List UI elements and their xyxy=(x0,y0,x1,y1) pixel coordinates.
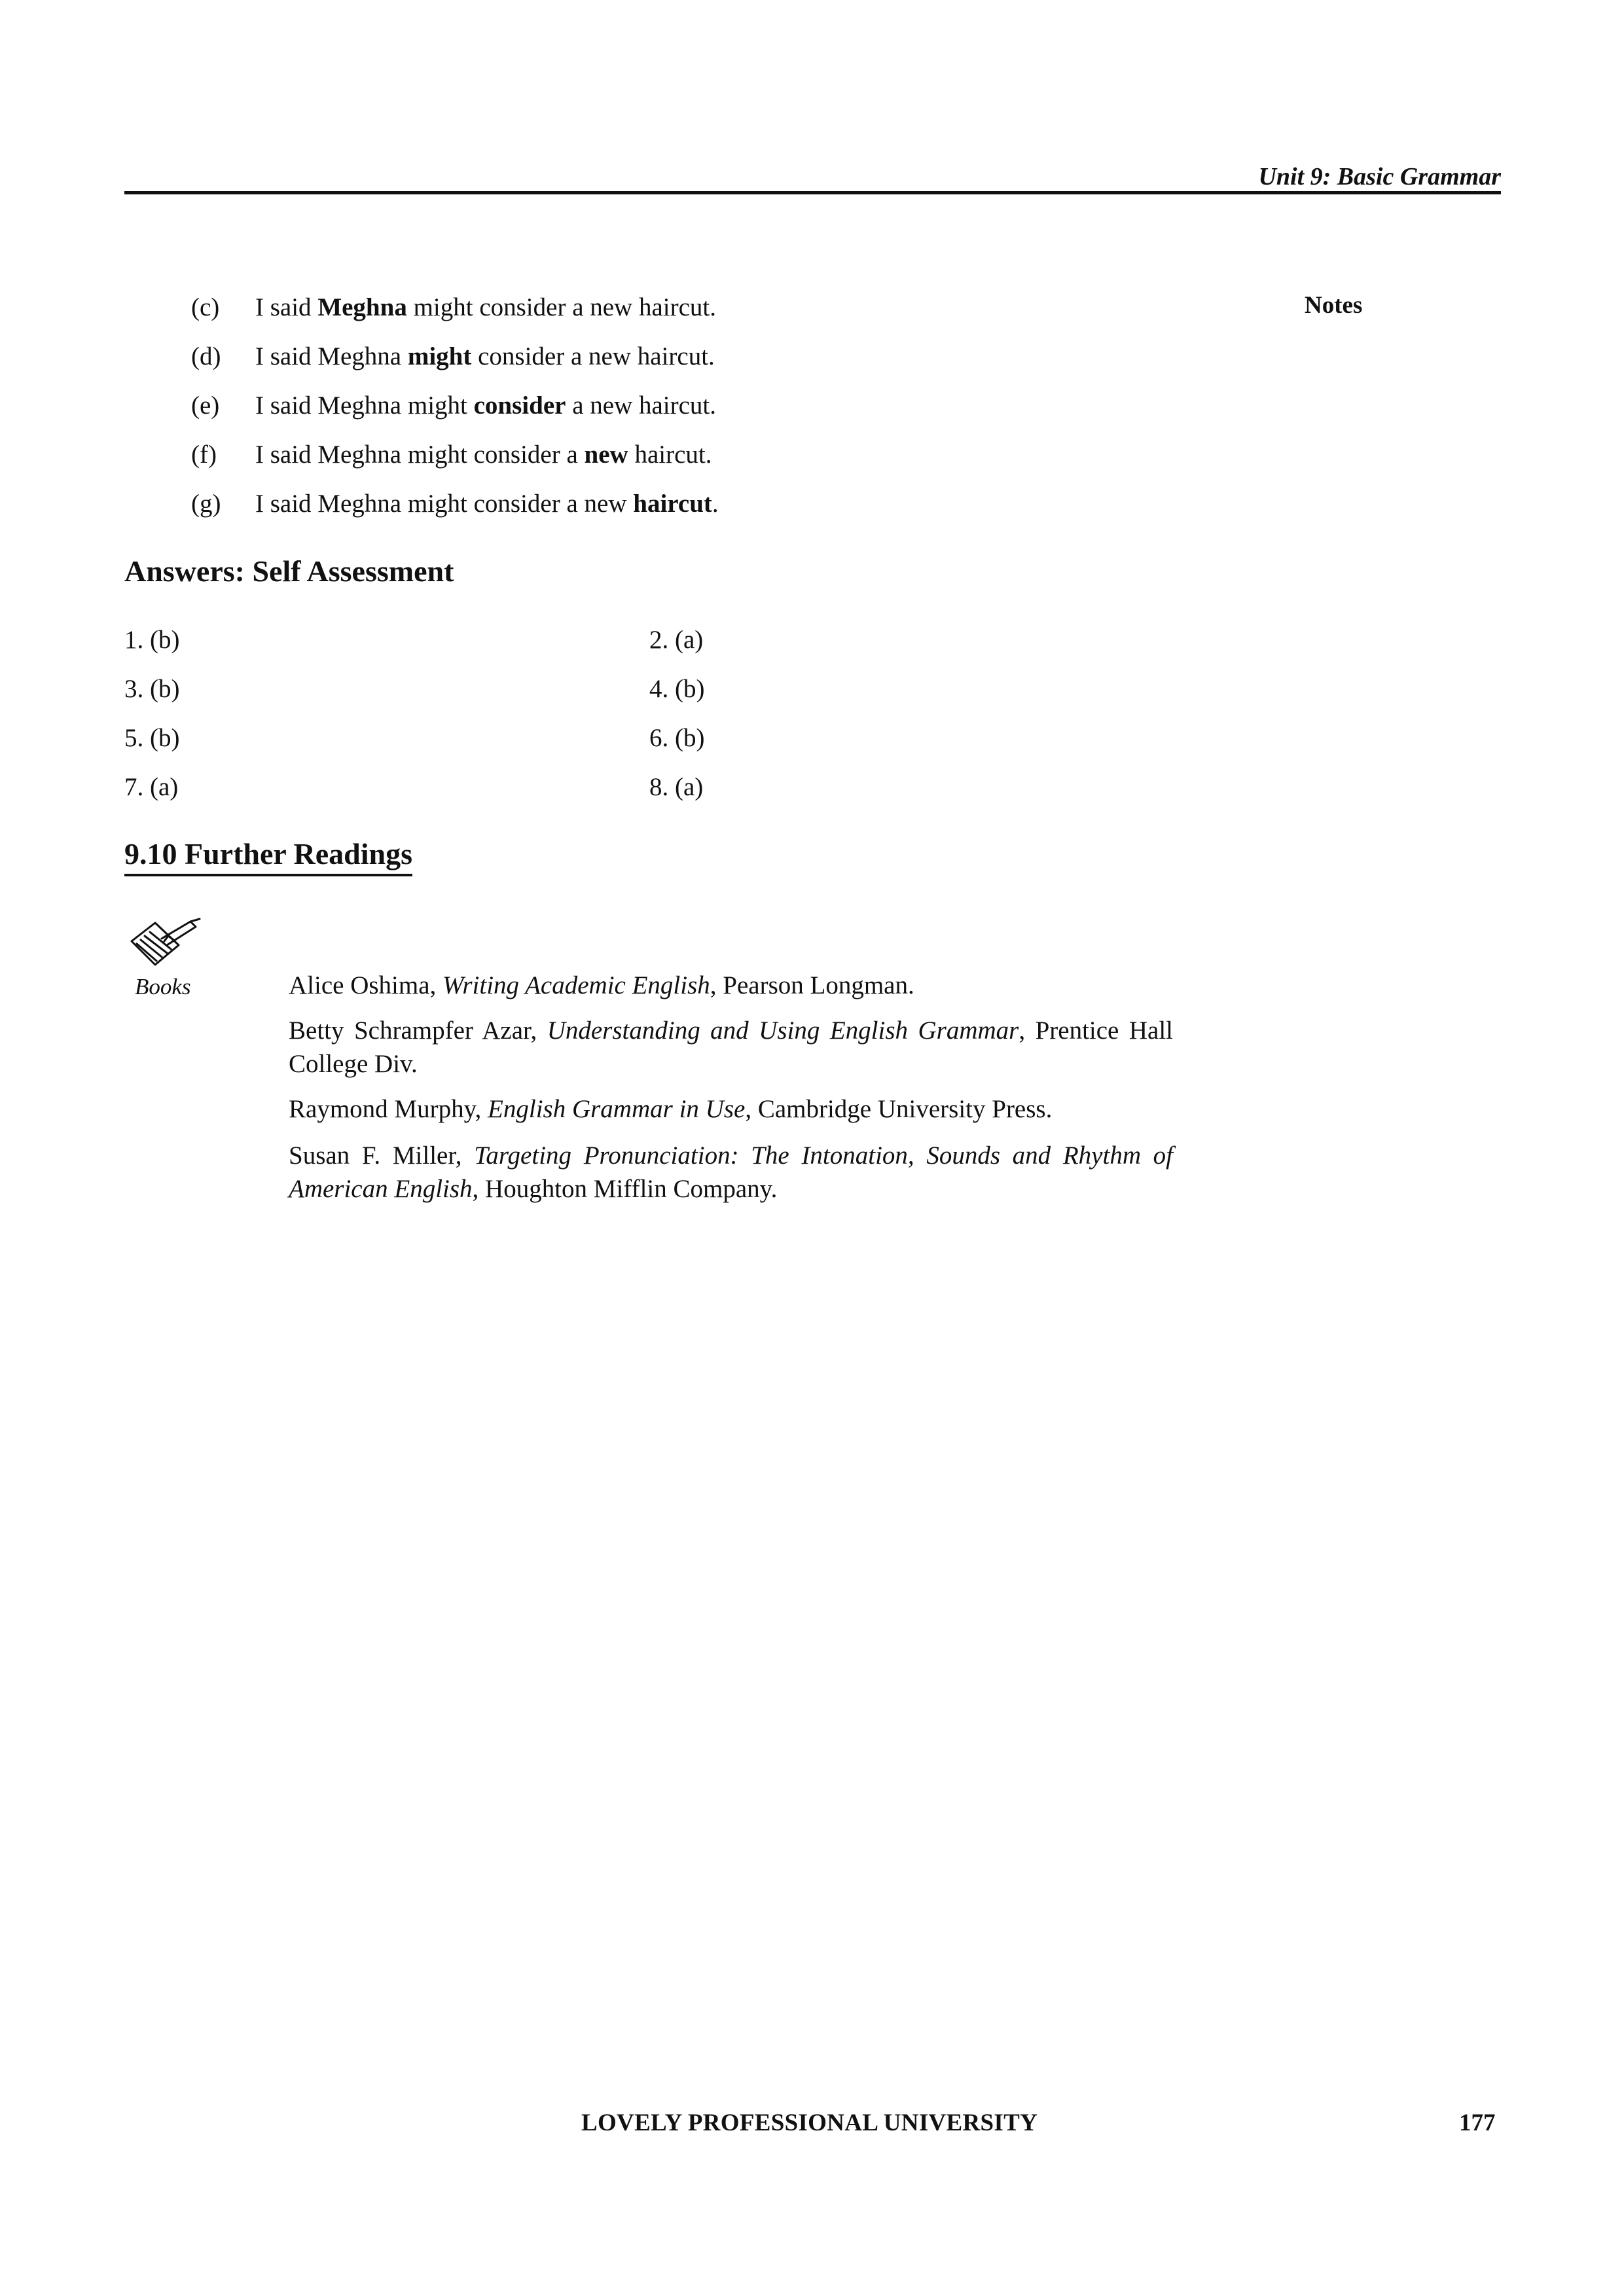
answer-item: 4. (b) xyxy=(649,675,705,703)
reference-title: Writing Academic English xyxy=(442,971,710,999)
reference-title: Targeting Pronunciation: The Intonation, Sounds and Rhythm of American English xyxy=(289,1141,1173,1203)
example-letter: (g) xyxy=(191,490,221,518)
answer-item: 5. (b) xyxy=(124,724,180,752)
answer-item: 1. (b) xyxy=(124,626,180,654)
example-letter: (d) xyxy=(191,342,221,370)
running-header-title: Unit 9: Basic Grammar xyxy=(1258,163,1501,190)
margin-notes-label: Notes xyxy=(1305,292,1363,319)
example-sentence: I said Meghna might consider a new haircut. xyxy=(255,342,715,370)
example-sentence: I said Meghna might consider a new haircut. xyxy=(255,490,719,518)
answers-heading: Answers: Self Assessment xyxy=(124,554,454,588)
example-sentence: I said Meghna might consider a new haircut. xyxy=(255,440,712,469)
answer-item: 3. (b) xyxy=(124,675,180,703)
stressed-word: Meghna xyxy=(317,293,407,321)
reference-entry: Susan F. Miller, Targeting Pronunciation: The Intonation, Sounds and Rhythm of American English, Houghton Mifflin Company. xyxy=(289,1141,1173,1203)
header-rule xyxy=(124,191,1501,194)
example-sentence: I said Meghna might consider a new haircut. xyxy=(255,391,717,420)
books-hand-pen-icon xyxy=(128,918,202,970)
page-number: 177 xyxy=(1459,2109,1496,2136)
reference-entry: Betty Schrampfer Azar, Understanding and Using English Grammar, Prentice Hall College Div. xyxy=(289,1016,1173,1078)
example-letter: (c) xyxy=(191,293,220,321)
answer-item: 8. (a) xyxy=(649,773,704,801)
example-letter: (f) xyxy=(191,440,217,469)
answer-item: 6. (b) xyxy=(649,724,705,752)
footer-university: LOVELY PROFESSIONAL UNIVERSITY xyxy=(581,2109,1038,2136)
reference-entry: Alice Oshima, Writing Academic English, Pearson Longman. xyxy=(289,971,914,999)
stressed-word: consider xyxy=(473,391,566,420)
example-sentence: I said Meghna might consider a new haircut. xyxy=(255,293,717,321)
reference-title: Understanding and Using English Grammar xyxy=(547,1016,1019,1045)
reference-entry: Raymond Murphy, English Grammar in Use, Cambridge University Press. xyxy=(289,1095,1053,1123)
books-icon-label: Books xyxy=(135,974,191,999)
answer-item: 2. (a) xyxy=(649,626,704,654)
example-letter: (e) xyxy=(191,391,220,420)
stressed-word: new xyxy=(584,440,628,469)
reference-title: English Grammar in Use xyxy=(488,1095,746,1123)
answer-item: 7. (a) xyxy=(124,773,179,801)
stressed-word: haircut xyxy=(633,490,712,518)
further-readings-heading: 9.10 Further Readings xyxy=(124,836,412,876)
stressed-word: might xyxy=(407,342,472,370)
